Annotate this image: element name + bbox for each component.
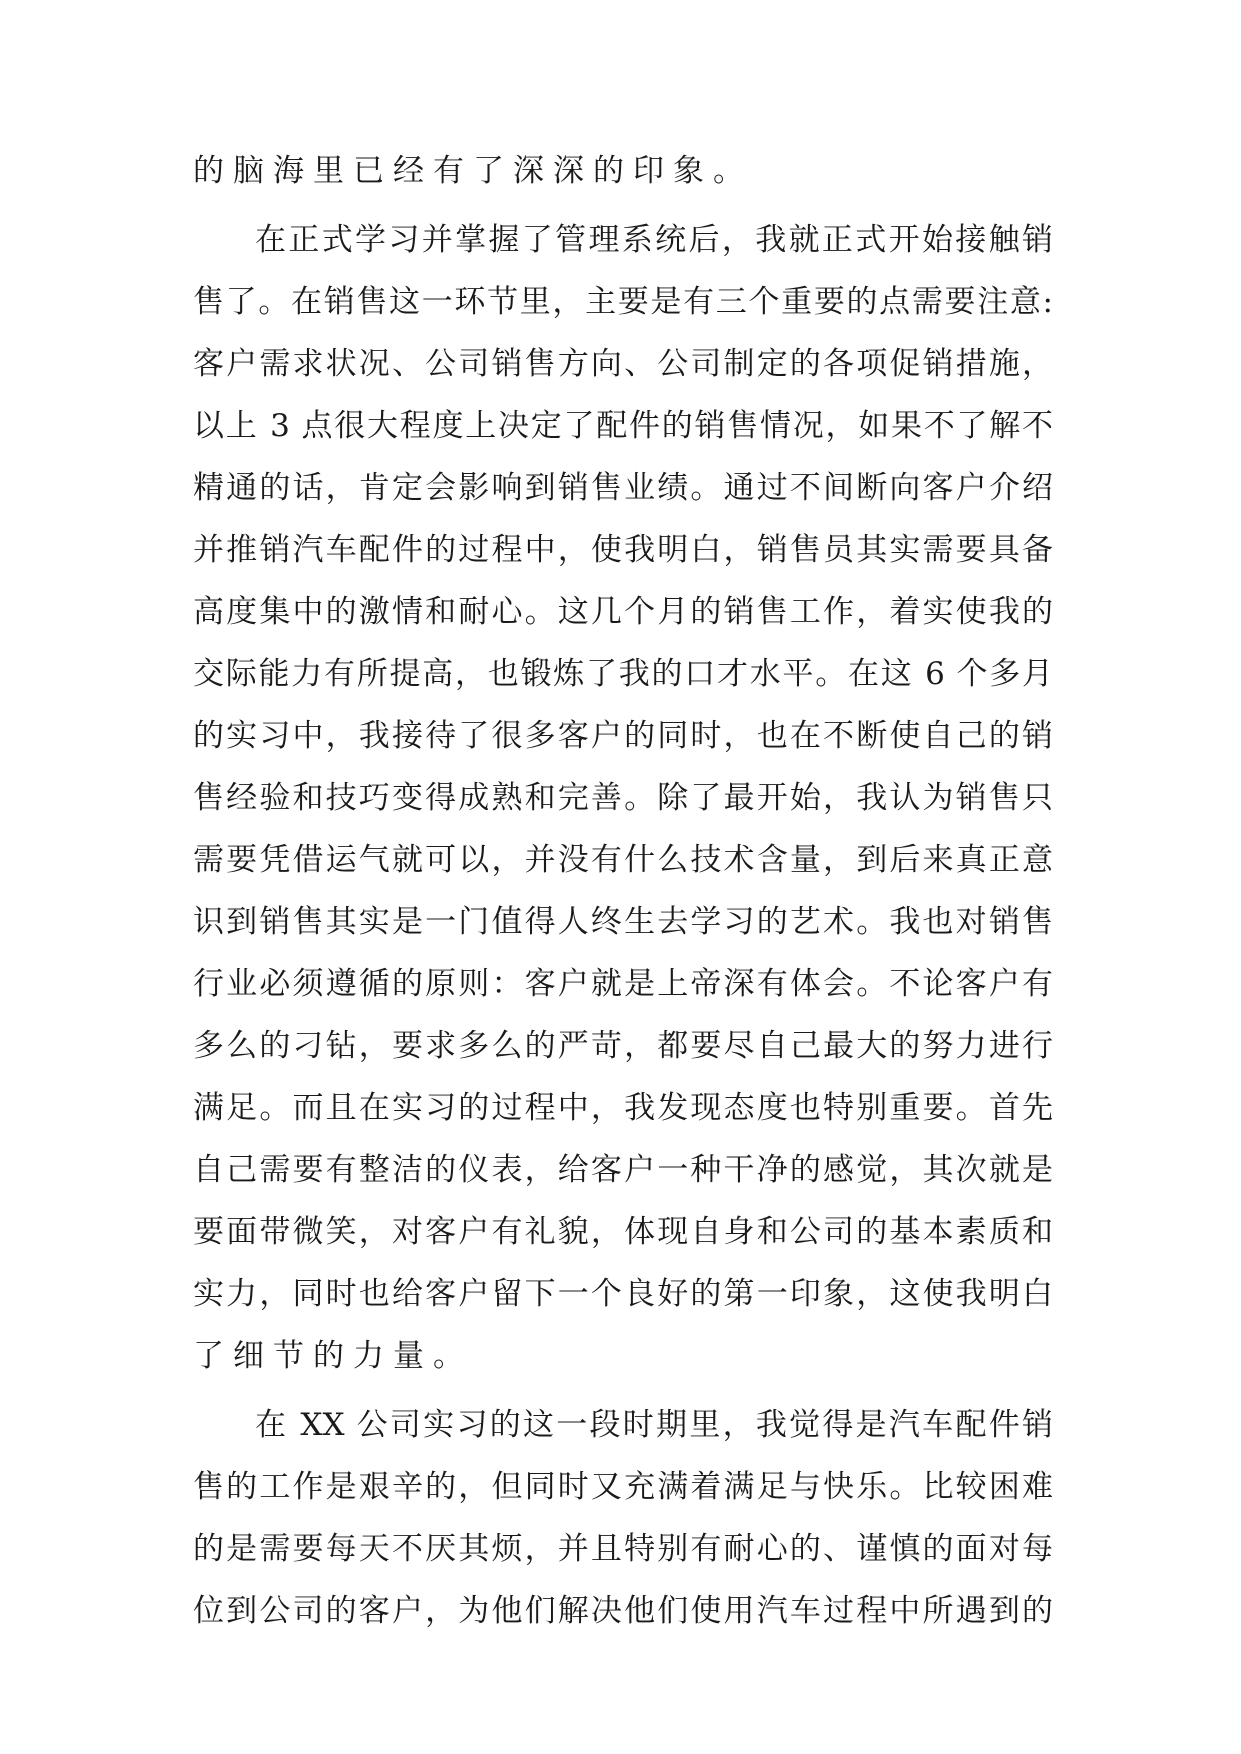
text-line: 的脑海里已经有了深深的印象。 xyxy=(193,153,753,189)
text-line: 要面带微笑，对客户有礼貌，体现自身和公司的基本素质和 xyxy=(193,1214,1053,1250)
text-line: 售经验和技巧变得成熟和完善。除了最开始，我认为销售只 xyxy=(193,780,1053,816)
text-line: 多么的刁钻，要求多么的严苛，都要尽自己最大的努力进行 xyxy=(193,1028,1053,1064)
paragraph-first-line: 在正式学习并掌握了管理系统后，我就正式开始接触销 xyxy=(255,222,1053,258)
text-line: 售的工作是艰辛的，但同时又充满着满足与快乐。比较困难 xyxy=(193,1469,1053,1505)
text-line: 了细节的力量。 xyxy=(193,1338,473,1374)
text-line: 精通的话，肯定会影响到销售业绩。通过不间断向客户介绍 xyxy=(193,470,1053,506)
text-line: 高度集中的激情和耐心。这几个月的销售工作，着实使我的 xyxy=(193,594,1053,630)
text-line: 识到销售其实是一门值得人终生去学习的艺术。我也对销售 xyxy=(193,904,1053,940)
text-line: 满足。而且在实习的过程中，我发现态度也特别重要。首先 xyxy=(193,1090,1053,1126)
text-line: 并推销汽车配件的过程中，使我明白，销售员其实需要具备 xyxy=(193,532,1053,568)
text-line: 自己需要有整洁的仪表，给客户一种干净的感觉，其次就是 xyxy=(193,1152,1053,1188)
text-line: 交际能力有所提高，也锻炼了我的口才水平。在这 6 个多月 xyxy=(193,656,1053,692)
text-line: 以上 3 点很大程度上决定了配件的销售情况，如果不了解不 xyxy=(193,408,1053,444)
text-line: 需要凭借运气就可以，并没有什么技术含量，到后来真正意 xyxy=(193,842,1053,878)
text-line: 行业必须遵循的原则：客户就是上帝深有体会。不论客户有 xyxy=(193,966,1053,1002)
text-line: 客户需求状况、公司销售方向、公司制定的各项促销措施， xyxy=(193,346,1053,382)
text-line: 实力，同时也给客户留下一个良好的第一印象，这使我明白 xyxy=(193,1276,1053,1312)
text-line: 售了。在销售这一环节里，主要是有三个重要的点需要注意: xyxy=(193,284,1053,320)
text-line: 的是需要每天不厌其烦，并且特别有耐心的、谨慎的面对每 xyxy=(193,1531,1053,1567)
text-line: 位到公司的客户，为他们解决他们使用汽车过程中所遇到的 xyxy=(193,1593,1053,1629)
paragraph-first-line: 在 XX 公司实习的这一段时期里，我觉得是汽车配件销 xyxy=(255,1407,1053,1443)
text-line: 的实习中，我接待了很多客户的同时，也在不断使自己的销 xyxy=(193,718,1053,754)
